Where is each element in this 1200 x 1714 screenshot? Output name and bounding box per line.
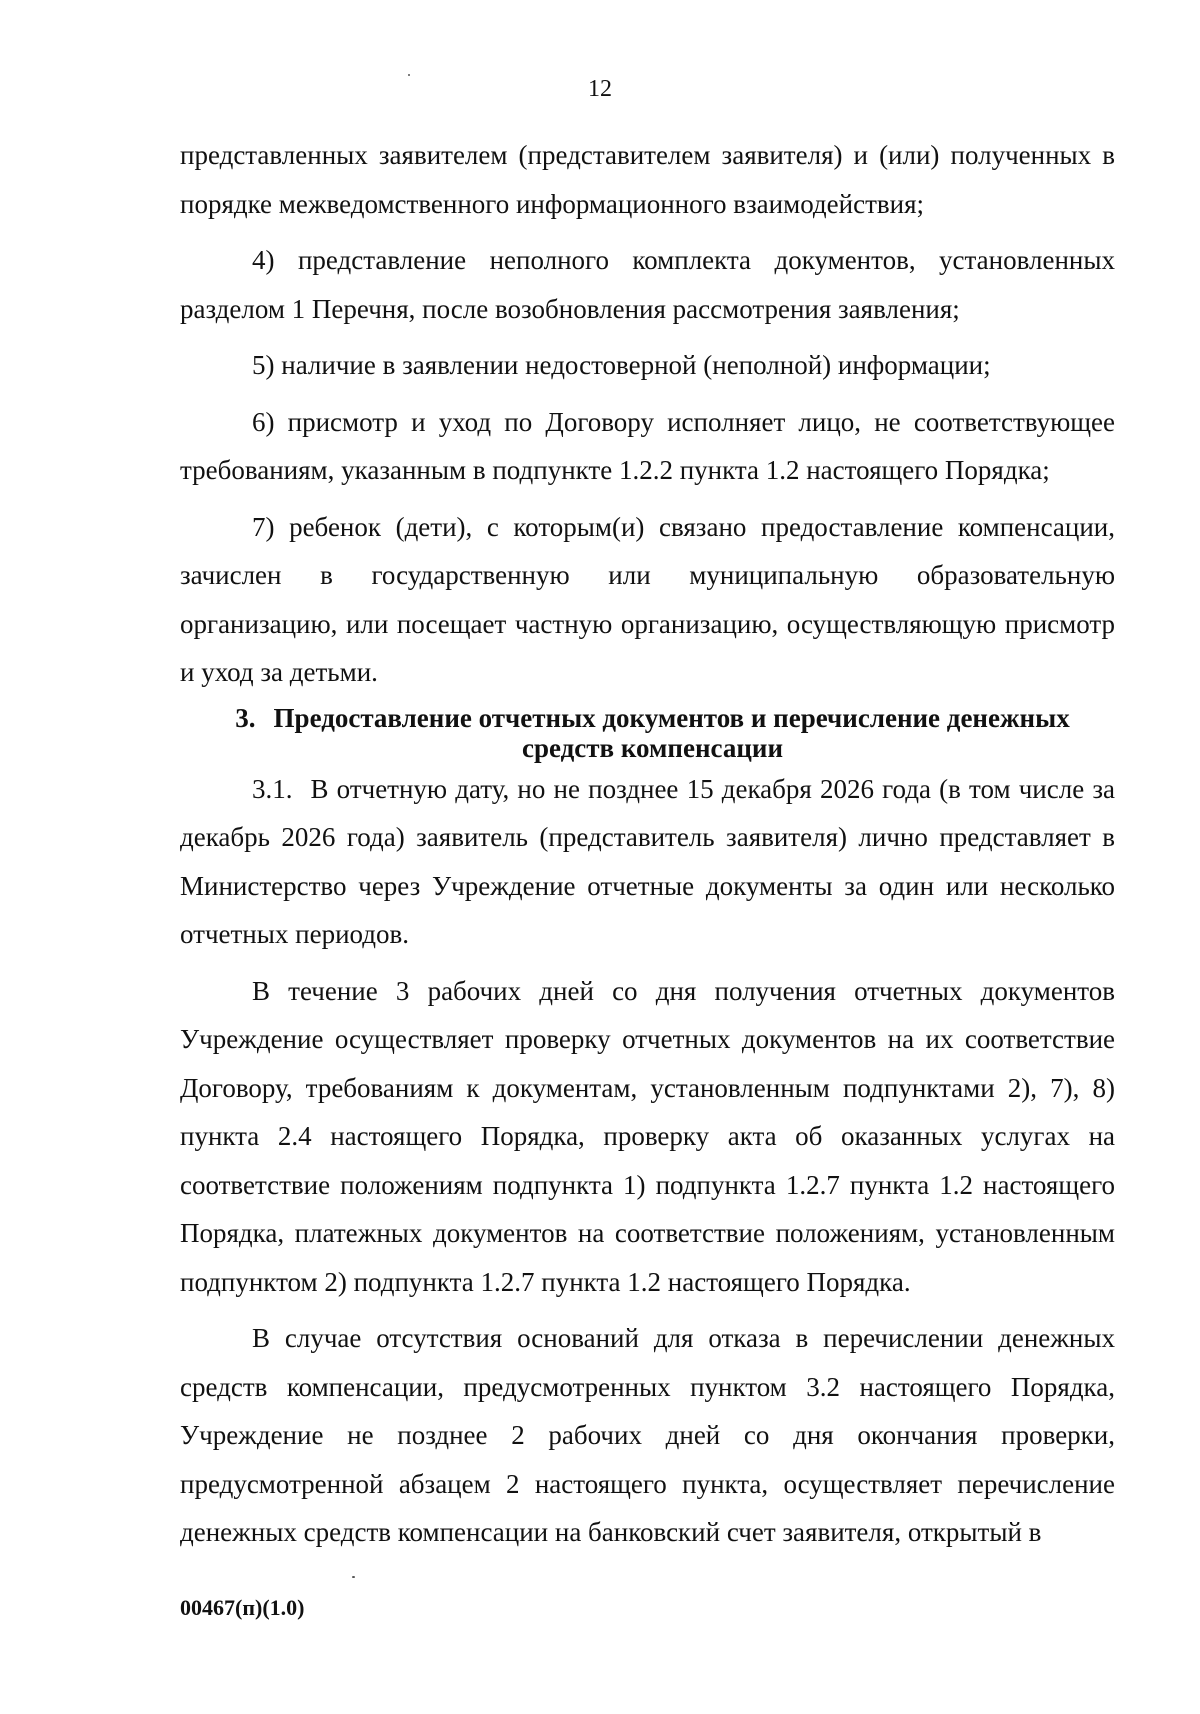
- list-item-7: 7) ребенок (дети), с которым(и) связано предоставление компенсации, зачислен в государственную или муниципальную образовательную организацию, или посещает частную организацию, осуществляющую присмотр и уход за детьми.: [180, 511, 1115, 687]
- page-number: 12: [588, 76, 612, 102]
- scan-speck: [352, 1576, 355, 1578]
- paragraph-continuation: представленных заявителем (представителем заявителя) и (или) полученных в порядке межведомственного информационного взаимодействия;: [180, 140, 1115, 219]
- paragraph-transfer: В случае отсутствия оснований для отказа в перечислении денежных средств компенсации, предусмотренных пунктом 3.2 настоящего Порядка, Учреждение не позднее 2 рабочих дней со дня окончания проверки, предусмотренной абзацем 2 настоящего пункта, осуществляет перечисление денежных средств компенсации на банковский счет заявителя, открытый в: [180, 1323, 1115, 1547]
- paragraph-check: В течение 3 рабочих дней со дня получения отчетных документов Учреждение осуществляет проверку отчетных документов на их соответствие Договору, требованиям к документам, установленным подпунктами 2), 7), 8) пункта 2.4 настоящего Порядка, проверку акта об оказанных услугах на соответствие положениям подпункта 1) подпункта 1.2.7 пункта 1.2 настоящего Порядка, платежных документов на соответствие положениям, установленным подпунктом 2) подпункта 1.2.7 пункта 1.2 настоящего Порядка.: [180, 975, 1115, 1297]
- section-heading: [180, 703, 1115, 763]
- list-item-4: 4) представление неполного комплекта документов, установленных разделом 1 Перечня, после возобновления рассмотрения заявления;: [180, 245, 1115, 324]
- list-item-6: 6) присмотр и уход по Договору исполняет лицо, не соответствующее требованиям, указанным в подпункте 1.2.2 пункта 1.2 настоящего Порядка;: [180, 406, 1115, 485]
- clause-3-1: [180, 765, 1115, 959]
- section-title: Предоставление отчетных документов и перечисление денежных средств компенсации: [273, 702, 1070, 763]
- section-number: 3.: [235, 702, 256, 733]
- clause-number: 3.1.: [252, 773, 293, 804]
- document-code: 00467(п)(1.0): [180, 1595, 305, 1620]
- list-item-5: 5) наличие в заявлении недостоверной (неполной) информации;: [252, 350, 991, 380]
- clause-text: В отчетную дату, но не позднее 15 декабря 2026 года (в том числе за декабрь 2026 года) заявитель (представитель заявителя) лично представляет в Министерство через Учреждение отчетные документы за один или несколько отчетных периодов.: [180, 773, 1115, 949]
- document-body: [180, 131, 1115, 1557]
